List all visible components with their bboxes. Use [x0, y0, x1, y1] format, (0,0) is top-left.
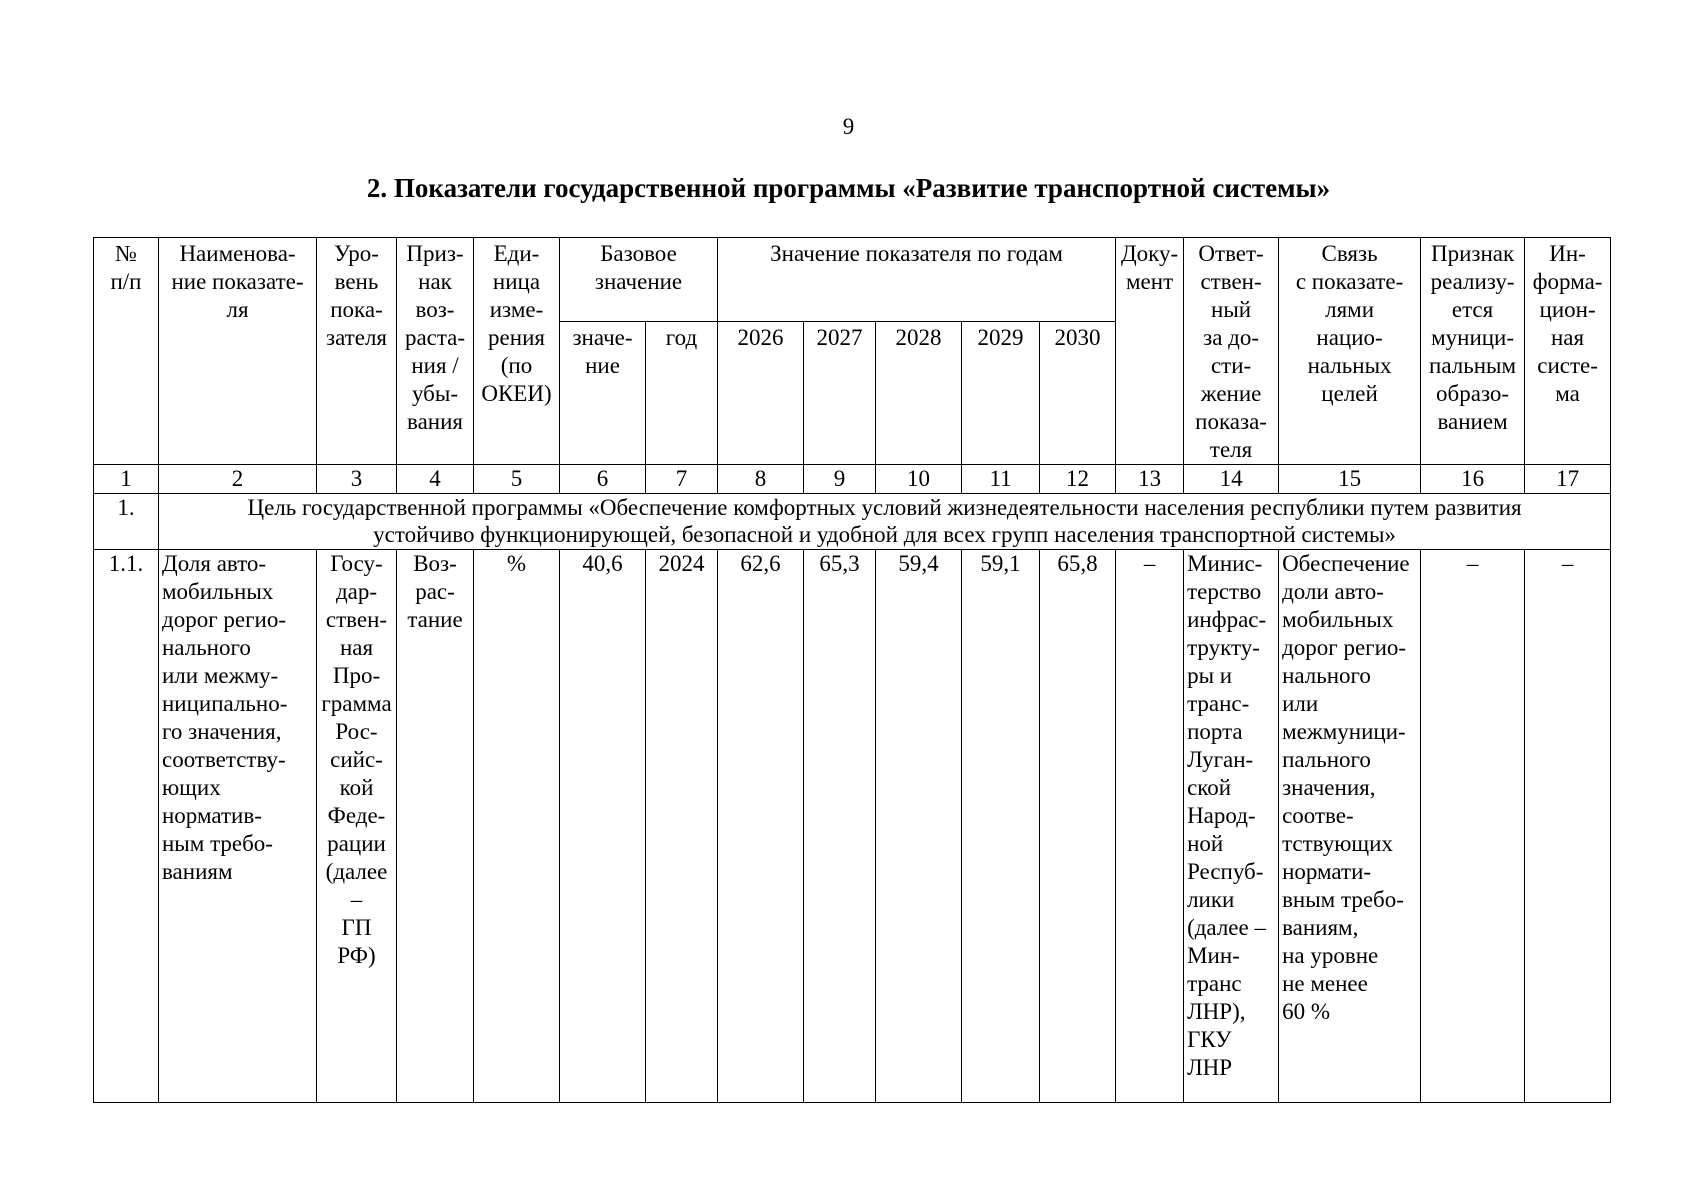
indicator-info-system: –	[1525, 550, 1611, 1103]
header-base: Базовое значение	[560, 238, 718, 322]
column-number: 6	[560, 465, 646, 494]
value-2030: 65,8	[1040, 550, 1116, 1103]
column-number: 13	[1116, 465, 1184, 494]
header-year-2026: 2026	[718, 322, 804, 465]
row-number: 1.1.	[94, 550, 159, 1103]
column-number: 3	[317, 465, 397, 494]
column-number: 1	[94, 465, 159, 494]
indicator-responsible: Минис- терство инфрас- трукту- ры и транс- порта Луган- ской Народ- ной Респуб- лики (далее – Мин- транс ЛНР), ГКУ ЛНР	[1184, 550, 1279, 1103]
column-number: 15	[1279, 465, 1421, 494]
value-2028: 59,4	[876, 550, 962, 1103]
base-value: 40,6	[560, 550, 646, 1103]
column-number: 12	[1040, 465, 1116, 494]
indicators-table	[93, 237, 1611, 1103]
header-year-2029: 2029	[962, 322, 1040, 465]
column-number: 14	[1184, 465, 1279, 494]
header-level: Уро- вень пока- зателя	[317, 238, 397, 465]
column-number: 9	[804, 465, 876, 494]
indicator-document: –	[1116, 550, 1184, 1103]
header-year-2028: 2028	[876, 322, 962, 465]
value-2027: 65,3	[804, 550, 876, 1103]
value-2026: 62,6	[718, 550, 804, 1103]
header-name: Наименова- ние показате- ля	[159, 238, 317, 465]
header-years-group: Значение показателя по годам	[718, 238, 1116, 322]
header-year-2027: 2027	[804, 322, 876, 465]
goal-number: 1.	[94, 494, 159, 550]
header-unit: Еди- ница изме- рения (по ОКЕИ)	[474, 238, 560, 465]
column-number: 4	[397, 465, 474, 494]
page-title: 2. Показатели государственной программы «Развитие транспортной системы»	[366, 173, 1331, 203]
header-infosys: Ин- форма- цион- ная систе- ма	[1525, 238, 1611, 465]
indicator-level: Госу- дар- ствен- ная Про- грамма Рос- сийс- кой Феде- рации (далее – ГП РФ)	[317, 550, 397, 1103]
header-num: № п/п	[94, 238, 159, 465]
header-document: Доку- мент	[1116, 238, 1184, 465]
header-year-2030: 2030	[1040, 322, 1116, 465]
indicator-name: Доля авто- мобильных дорог регио- нального или межму- ниципально- го значения, соответству- ющих норматив- ным требо- ваниям	[159, 550, 317, 1103]
indicator-unit: %	[474, 550, 560, 1103]
header-municipal: Признак реализу- ется муници- пальным образо- ванием	[1421, 238, 1525, 465]
column-number: 10	[876, 465, 962, 494]
header-base-value: значе- ние	[560, 322, 646, 465]
base-year: 2024	[646, 550, 718, 1103]
table-row	[94, 550, 1611, 1103]
header-base-year: год	[646, 322, 718, 465]
column-number: 8	[718, 465, 804, 494]
page-number: 9	[842, 114, 855, 139]
column-number: 17	[1525, 465, 1611, 494]
header-link: Связь с показате- лями нацио- нальных целей	[1279, 238, 1421, 465]
column-number: 16	[1421, 465, 1525, 494]
column-number: 11	[962, 465, 1040, 494]
column-number: 5	[474, 465, 560, 494]
header-trend: Приз- нак воз- раста- ния / убы- вания	[397, 238, 474, 465]
column-number: 7	[646, 465, 718, 494]
header-responsible: Ответ- ствен- ный за до- сти- жение показа- теля	[1184, 238, 1279, 465]
indicator-national-goal-link: Обеспечение доли авто- мобильных дорог регио- нального или межмуници- пального значения, соотве- тствующих нормати- вным требо- ваниям, на уровне не менее 60 %	[1279, 550, 1421, 1103]
indicator-municipal-flag: –	[1421, 550, 1525, 1103]
goal-text: Цель государственной программы «Обеспечение комфортных условий жизнедеятельности населения республики путем развития устойчиво функционирующей, безопасной и удобной для всех групп населения транспортной системы»	[159, 494, 1611, 550]
indicator-trend: Воз- рас- тание	[397, 550, 474, 1103]
column-number: 2	[159, 465, 317, 494]
value-2029: 59,1	[962, 550, 1040, 1103]
